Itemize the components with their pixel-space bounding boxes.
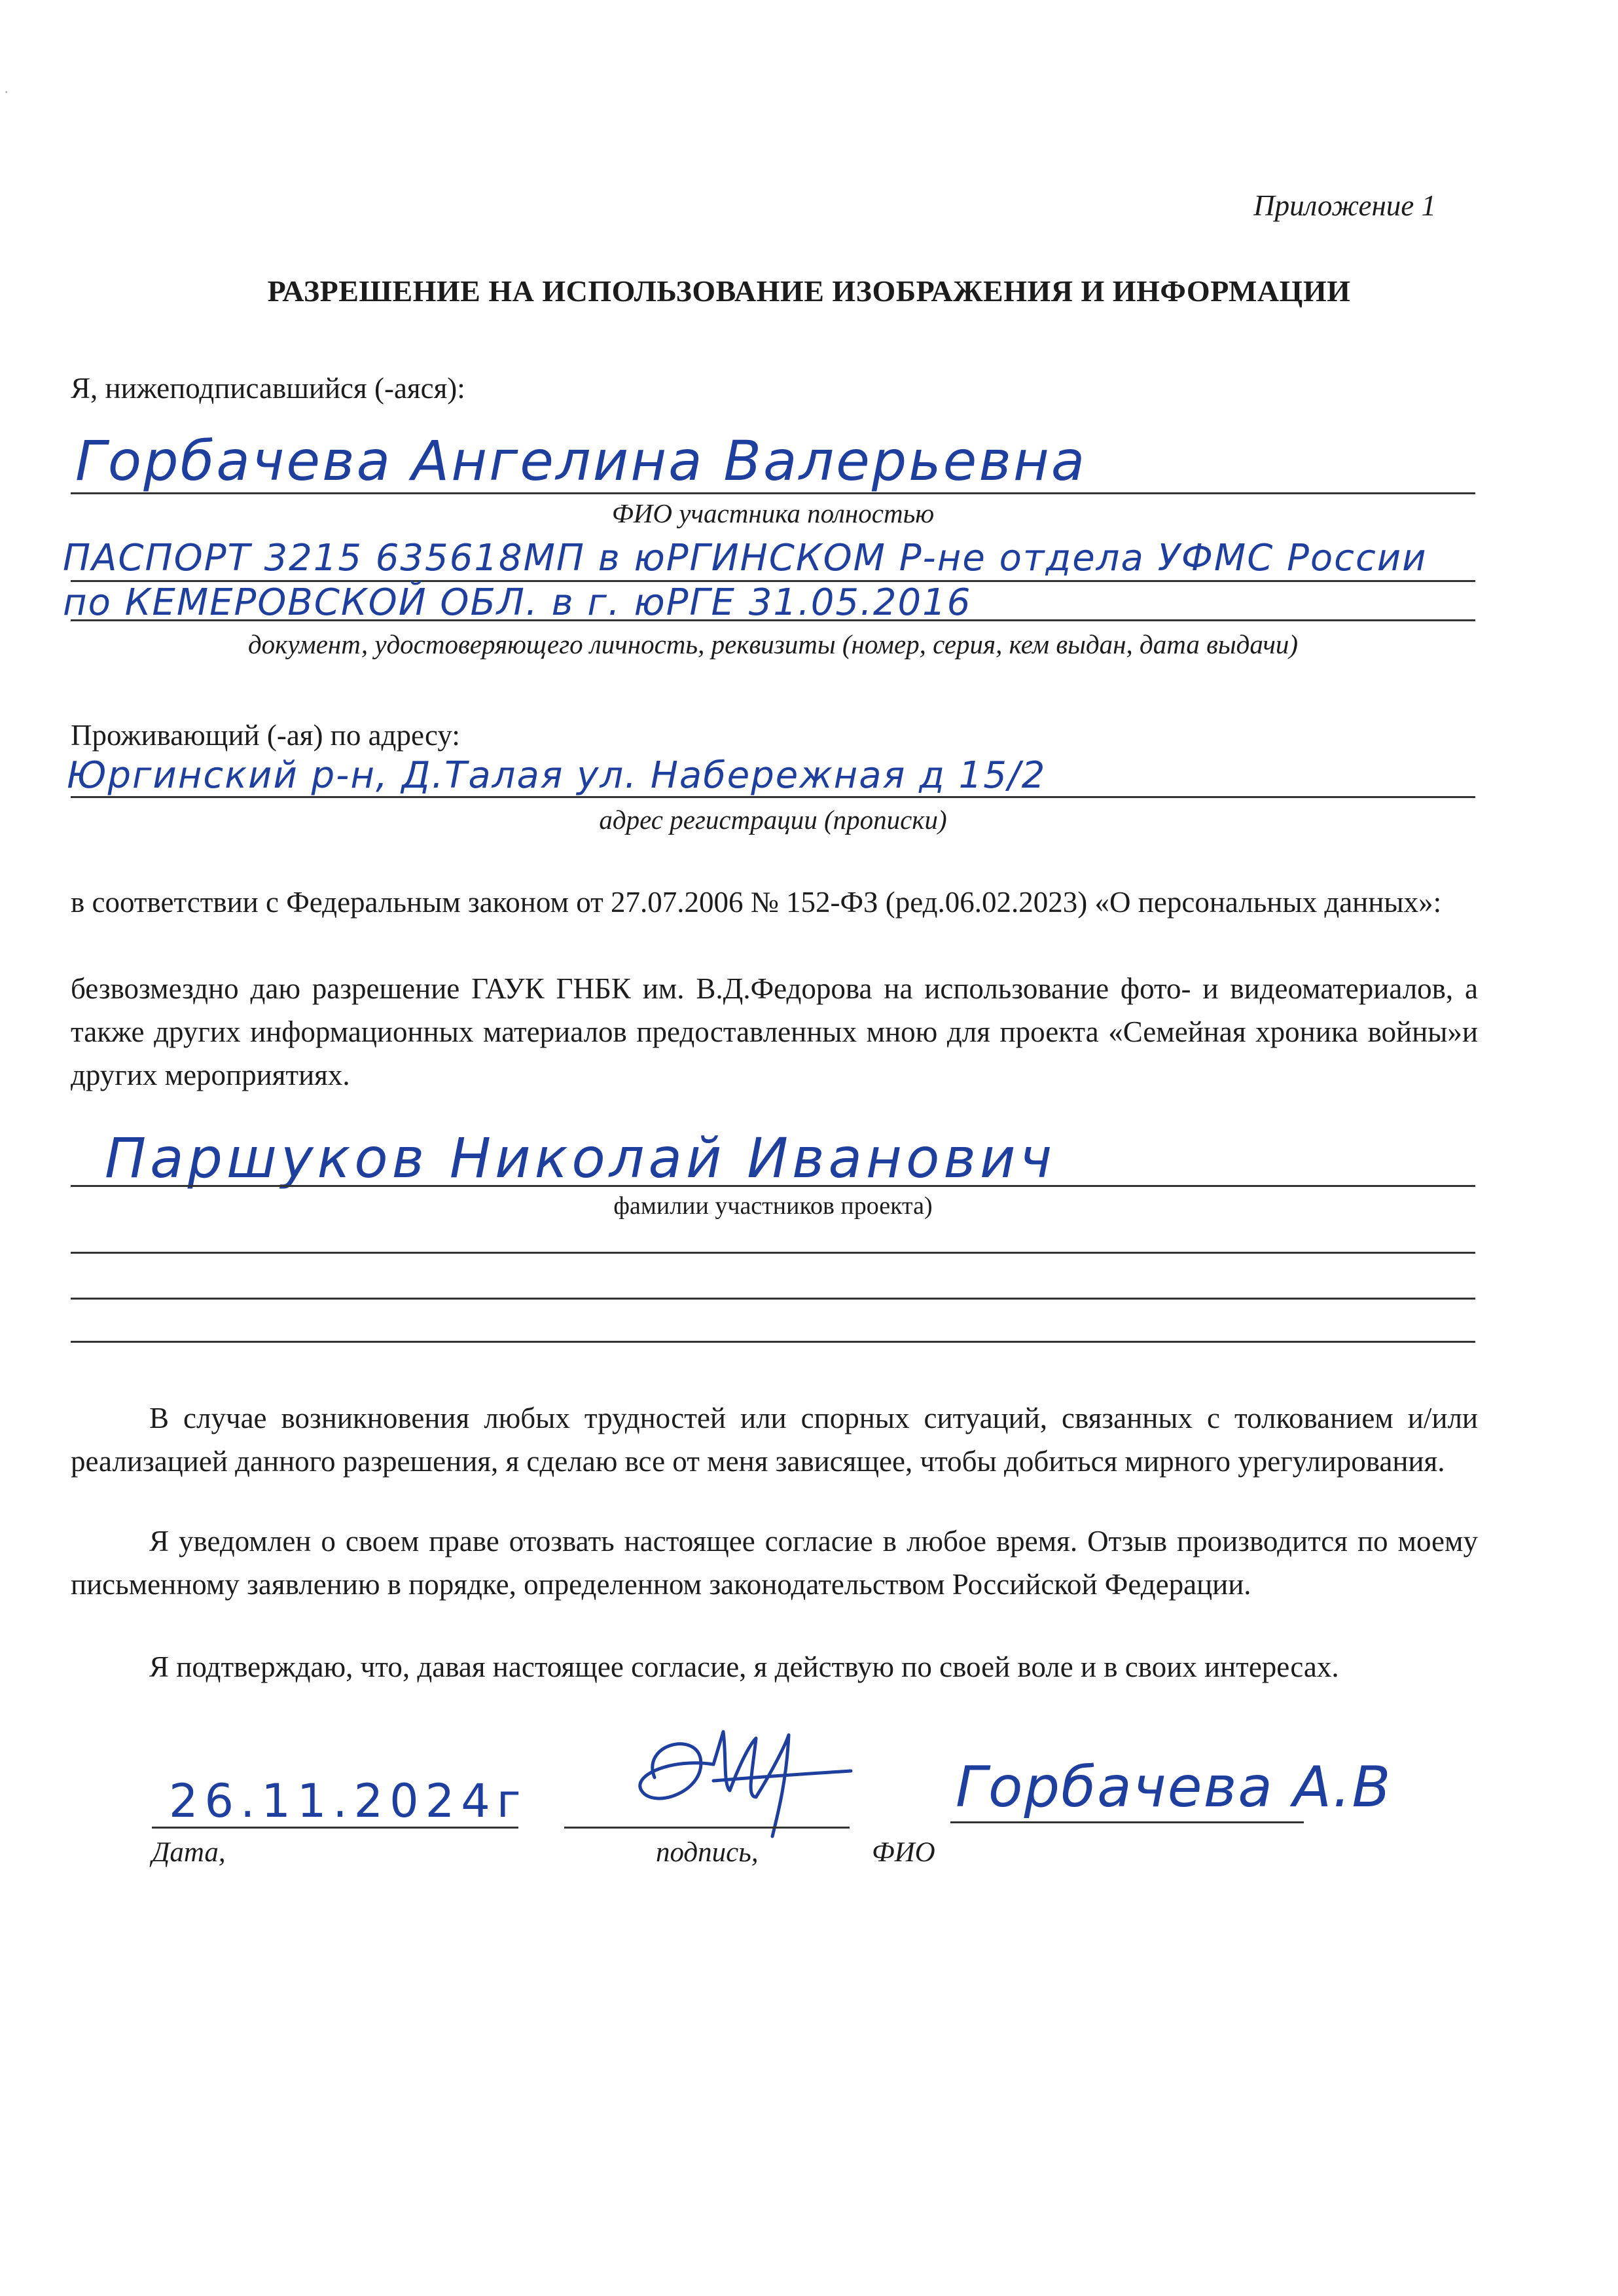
paragraph-confirmation: Я подтверждаю, что, давая настоящее согласие, я действую по своей воле и в своих интересах. (149, 1650, 1339, 1683)
signature-fio: Горбачева А.В (956, 1755, 1392, 1820)
name-underline (71, 492, 1475, 494)
address-value: Юргинский р-н, Д.Талая ул. Набережная д 15/2 (67, 754, 1047, 797)
document-underline-2 (71, 619, 1475, 621)
handwritten-signature (615, 1719, 864, 1843)
undersigned-label: Я, нижеподписавшийся (-аяся): (71, 372, 465, 405)
paragraph-revocation: Я уведомлен о своем праве отозвать настоящее согласие в любое время. Отзыв производится по моему письменному заявлению в порядке, определенном законодательством Российской Федерации. (71, 1525, 1478, 1601)
blank-line-1 (71, 1252, 1475, 1254)
blank-line-2 (71, 1298, 1475, 1300)
address-caption: адрес регистрации (прописки) (599, 805, 947, 835)
project-participants: Паршуков Николай Иванович (105, 1126, 1056, 1190)
name-caption: ФИО участника полностью (611, 498, 935, 528)
date-label: Дата, (152, 1837, 226, 1868)
address-label: Проживающий (-ая) по адресу: (71, 719, 460, 752)
date-underline (152, 1827, 518, 1829)
fio-underline (950, 1821, 1304, 1823)
participants-underline (71, 1185, 1475, 1187)
paragraph-disputes: В случае возникновения любых трудностей или спорных ситуаций, связанных с толкованием и/или реализацией данного разрешения, я сделаю все от меня зависящее, чтобы добиться мирного урегулирования. (71, 1402, 1478, 1478)
scan-artifact: · (4, 84, 9, 100)
law-reference: в соответствии с Федеральным законом от 27.07.2006 № 152-ФЗ (ред.06.02.2023) «О персональных данных»: (71, 886, 1442, 919)
participants-caption: фамилии участников проекта) (613, 1192, 933, 1220)
page-title: РАЗРЕШЕНИЕ НА ИСПОЛЬЗОВАНИЕ ИЗОБРАЖЕНИЯ И ИНФОРМАЦИИ (267, 274, 1351, 308)
participant-full-name: Горбачева Ангелина Валерьевна (75, 429, 1087, 493)
consent-text: безвозмездно даю разрешение ГАУК ГНБК им. В.Д.Федорова на использование фото- и видеоматериалов, а также других информационных материалов предоставленных мною для проекта «Семейная хроника войны»и других мероприятиях. (71, 972, 1478, 1091)
signature-date: 26.11.2024г (169, 1774, 528, 1828)
appendix-label: Приложение 1 (1253, 189, 1436, 222)
signature-label: подпись, (656, 1837, 759, 1868)
address-underline (71, 796, 1475, 798)
document-caption: документ, удостоверяющего личность, реквизиты (номер, серия, кем выдан, дата выдачи) (247, 629, 1299, 659)
document-line-1: ПАСПОРТ 3215 635618МП в юРГИНСКОМ Р-не отдела УФМС России (63, 537, 1428, 579)
blank-line-3 (71, 1341, 1475, 1343)
fio-label: ФИО (872, 1837, 935, 1868)
signature-underline (564, 1827, 850, 1829)
document-line-2: по КЕМЕРОВСКОЙ ОБЛ. в г. юРГЕ 31.05.2016 (63, 581, 972, 624)
